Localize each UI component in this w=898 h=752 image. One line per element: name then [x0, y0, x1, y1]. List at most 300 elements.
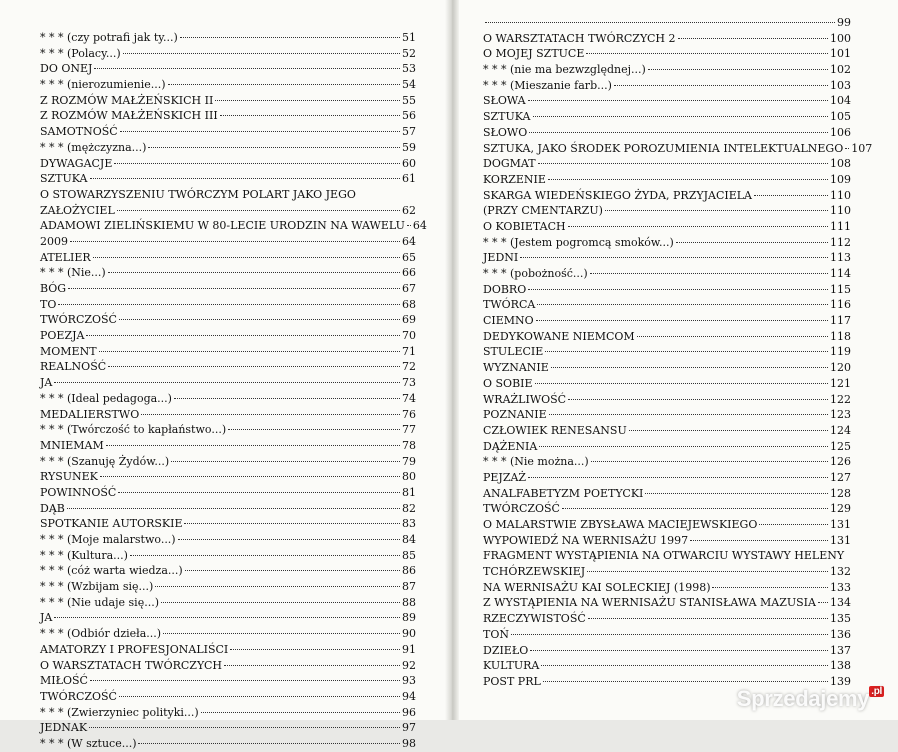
toc-entry-title: * * * (Ideal pedagoga...) [40, 391, 172, 405]
table-of-contents-right [483, 15, 873, 690]
dot-leader [637, 336, 828, 337]
toc-page-number: 117 [830, 314, 851, 328]
dot-leader [117, 210, 400, 211]
toc-entry-title: O MALARSTWIE ZBYSŁAWA MACIEJEWSKIEGO [483, 518, 758, 531]
dot-leader [587, 571, 828, 572]
dot-leader [215, 100, 400, 101]
toc-entry [483, 156, 851, 172]
toc-entry [483, 313, 851, 329]
toc-page-number: 94 [402, 689, 416, 703]
dot-leader [605, 210, 828, 211]
dot-leader [551, 367, 828, 368]
toc-page-number: 113 [830, 251, 851, 265]
toc-page-number: 74 [402, 391, 416, 405]
toc-entry-title: RYSUNEK [40, 470, 98, 484]
dot-leader [228, 429, 400, 430]
toc-entry [40, 407, 416, 423]
toc-entry [40, 344, 416, 360]
toc-page-number: 108 [830, 157, 851, 171]
toc-entry [483, 360, 851, 376]
toc-page-number: 66 [402, 266, 416, 280]
toc-entry-title: O WARSZTATACH TWÓRCZYCH 2 [483, 31, 676, 45]
dot-leader [529, 132, 828, 133]
dot-leader [538, 163, 828, 164]
toc-page-number: 109 [830, 172, 851, 186]
toc-entry [40, 171, 416, 187]
toc-page-number: 134 [830, 596, 851, 610]
toc-entry-title: POZNANIE [483, 408, 547, 422]
dot-leader [106, 445, 400, 446]
toc-page-number: 83 [402, 517, 416, 531]
toc-page-number: 91 [402, 642, 416, 656]
toc-entry [40, 626, 416, 642]
dot-leader [530, 650, 828, 651]
dot-leader [148, 147, 400, 148]
toc-entry-title: O KOBIETACH [483, 219, 566, 233]
toc-page-number: 99 [837, 16, 851, 29]
toc-entry [483, 109, 851, 125]
toc-entry [40, 548, 416, 564]
toc-page-number: 82 [402, 501, 416, 515]
toc-entry-title: KULTURA [483, 659, 540, 673]
toc-entry-title: SZTUKA [483, 110, 531, 124]
toc-entry-title: DĄŻENIA [483, 439, 538, 453]
toc-entry [483, 188, 851, 204]
dot-leader [119, 696, 400, 697]
dot-leader [155, 586, 400, 587]
toc-entry [483, 250, 851, 266]
toc-page-number: 124 [830, 423, 851, 437]
toc-entry-title: O STOWARZYSZENIU TWÓRCZYM POLART JAKO JEGO [40, 187, 356, 201]
toc-entry [40, 705, 416, 721]
toc-page-number: 97 [402, 721, 416, 735]
dot-leader [539, 446, 828, 447]
table-of-contents-left [40, 30, 427, 752]
dot-leader [528, 289, 828, 290]
dot-leader [201, 712, 400, 713]
toc-entry [40, 469, 416, 485]
dot-leader [174, 398, 400, 399]
toc-page-number: 110 [830, 188, 851, 202]
toc-entry [483, 31, 851, 47]
toc-entry [483, 376, 851, 392]
toc-page-number: 127 [830, 470, 851, 484]
toc-entry-title: * * * (nierozumienie...) [40, 78, 166, 92]
dot-leader [754, 195, 828, 196]
dot-leader [591, 461, 828, 462]
toc-entry [40, 658, 416, 674]
toc-entry [40, 516, 416, 532]
toc-page-number: 64 [412, 219, 427, 233]
toc-entry [40, 312, 416, 328]
toc-entry-title: MOMENT [40, 344, 97, 358]
toc-entry [483, 423, 851, 439]
toc-entry [483, 533, 851, 549]
toc-entry-title: DĄB [40, 501, 65, 515]
dot-leader [178, 539, 400, 540]
toc-page-number: 112 [830, 235, 851, 249]
dot-leader [535, 383, 828, 384]
toc-entry-title: DO ONEJ [40, 62, 93, 76]
dot-leader [94, 68, 400, 69]
toc-entry [40, 140, 416, 156]
dot-leader [58, 304, 400, 305]
dot-leader [93, 257, 400, 258]
toc-entry-title: RZECZYWISTOŚĆ [483, 612, 586, 626]
toc-entry-title: * * * (Zwierzyniec polityki...) [40, 705, 199, 719]
toc-entry-title: ATELIER [40, 250, 91, 264]
toc-entry [40, 736, 416, 752]
toc-entry-title: TWÓRCZOŚĆ [40, 313, 117, 327]
toc-page-number: 133 [830, 580, 851, 594]
toc-entry-title: WRAŻLIWOŚĆ [483, 392, 567, 406]
toc-entry-title: 2009 [40, 234, 68, 248]
toc-entry-title: O MOJEJ SZTUCE [483, 47, 585, 61]
toc-entry-title: WYZNANIE [483, 361, 549, 375]
toc-entry-title: * * * (Kultura...) [40, 548, 128, 562]
toc-entry [40, 454, 416, 470]
dot-leader [108, 272, 400, 273]
toc-page-number: 52 [402, 46, 416, 60]
dot-leader [114, 163, 400, 164]
toc-entry [40, 689, 416, 705]
toc-entry [483, 344, 851, 360]
toc-entry-title: * * * (czy potrafi jak ty...) [40, 31, 178, 44]
toc-page-number: 85 [402, 548, 416, 562]
toc-page-number: 79 [402, 454, 416, 468]
toc-entry [40, 77, 416, 93]
toc-page-number: 54 [402, 78, 416, 92]
dot-leader [86, 335, 400, 336]
toc-page-number: 89 [402, 611, 416, 625]
toc-page-number: 65 [402, 250, 416, 264]
toc-entry-title: STULECIE [483, 345, 544, 359]
toc-entry [483, 611, 851, 627]
toc-page-number: 78 [402, 438, 416, 452]
toc-page-number: 59 [402, 140, 416, 154]
toc-page-number: 55 [402, 93, 416, 107]
toc-entry [483, 627, 851, 643]
dot-leader [536, 320, 828, 321]
toc-entry [483, 219, 851, 235]
toc-page-number: 93 [402, 674, 416, 688]
toc-page-number: 119 [830, 345, 851, 359]
toc-page-number: 128 [830, 486, 851, 500]
toc-entry-title: ZAŁOŻYCIEL [40, 203, 115, 217]
toc-entry [483, 595, 851, 611]
toc-page-number: 68 [402, 297, 416, 311]
toc-page-number: 106 [830, 125, 851, 139]
toc-entry [40, 422, 416, 438]
dot-leader [130, 555, 400, 556]
toc-entry-title: SŁOWA [483, 94, 526, 108]
toc-page-number: 137 [830, 643, 851, 657]
toc-page-number: 88 [402, 595, 416, 609]
toc-page-number: 132 [830, 565, 851, 579]
toc-entry-title: DOGMAT [483, 157, 536, 171]
dot-leader [224, 665, 400, 666]
toc-entry [483, 172, 851, 188]
toc-page-number: 72 [402, 360, 416, 374]
toc-entry [40, 156, 416, 172]
toc-entry [40, 579, 416, 595]
toc-page-number: 120 [830, 361, 851, 375]
toc-entry-title: POWINNOŚĆ [40, 485, 117, 499]
toc-page-number: 86 [402, 564, 416, 578]
toc-entry [40, 30, 416, 46]
toc-entry [40, 610, 416, 626]
watermark-logo: Sprzedajemy $^{.pl}$ [736, 686, 882, 711]
toc-page-number: 60 [402, 156, 416, 170]
toc-page-number: 67 [402, 282, 416, 295]
toc-page-number: 135 [830, 612, 851, 626]
toc-entry [483, 392, 851, 408]
dot-leader [138, 743, 400, 744]
dot-leader [54, 617, 400, 618]
toc-page-number: 98 [402, 736, 416, 750]
toc-entry-title: TWÓRCZOŚĆ [40, 689, 117, 703]
dot-leader [590, 273, 828, 274]
toc-entry-title: SAMOTNOŚĆ [40, 125, 118, 139]
toc-page-number: 102 [830, 63, 851, 77]
dot-leader [818, 602, 828, 603]
dot-leader [163, 633, 400, 634]
toc-page-number: 131 [830, 518, 851, 531]
toc-entry [483, 486, 851, 502]
toc-page-number: 61 [402, 172, 416, 186]
toc-entry [40, 359, 416, 375]
toc-entry-title: * * * (Szanuję Żydów...) [40, 454, 170, 468]
toc-page-number: 125 [830, 439, 851, 453]
toc-page-number: 77 [402, 423, 416, 437]
toc-entry [483, 282, 851, 298]
toc-page-number: 81 [402, 485, 416, 499]
toc-entry [483, 643, 851, 659]
toc-entry-title: TCHÓRZEWSKIEJ [483, 565, 586, 579]
toc-entry-title: * * * (cóż warta wiedza...) [40, 564, 183, 578]
toc-page-number: 123 [830, 408, 851, 422]
toc-entry-title: SKARGA WIEDEŃSKIEGO ŻYDA, PRZYJACIELA [483, 188, 752, 202]
toc-entry [483, 266, 851, 282]
toc-entry-title: CIEMNO [483, 314, 534, 328]
toc-entry-title: * * * (nie ma bezwzględnej...) [483, 63, 646, 77]
dot-leader [54, 382, 400, 383]
book-gutter [445, 0, 459, 720]
dot-leader [549, 414, 828, 415]
toc-page-number: 101 [830, 47, 851, 61]
dot-leader [614, 85, 828, 86]
toc-entry [40, 124, 416, 140]
toc-page-number: 90 [402, 627, 416, 641]
toc-entry [483, 580, 851, 596]
toc-entry-title: Z ROZMÓW MAŁŻEŃSKICH III [40, 109, 218, 123]
dot-leader [537, 304, 828, 305]
dot-leader [588, 618, 828, 619]
toc-entry [483, 15, 851, 31]
toc-entry [40, 250, 416, 266]
dot-leader [541, 665, 828, 666]
toc-entry [40, 328, 416, 344]
toc-entry [483, 454, 851, 470]
toc-page-number: 139 [830, 674, 851, 688]
dot-leader [141, 414, 400, 415]
dot-leader [68, 288, 400, 289]
toc-entry-title: * * * (Mieszanie farb...) [483, 78, 612, 92]
toc-entry [483, 78, 851, 94]
toc-entry-title: MIŁOŚĆ [40, 674, 88, 688]
toc-entry-title: AMATORZY I PROFESJONALIŚCI [40, 642, 229, 656]
toc-page-number: 111 [830, 219, 851, 233]
toc-page-number: 92 [402, 658, 416, 672]
toc-entry [40, 203, 416, 219]
toc-entry [40, 485, 416, 501]
toc-page-number: 126 [830, 455, 851, 469]
dot-leader [562, 508, 828, 509]
toc-entry [40, 218, 427, 234]
toc-entry-title: TO [40, 297, 57, 311]
toc-entry-title: * * * (Odbiór dzieła...) [40, 627, 162, 641]
toc-entry [483, 203, 851, 219]
toc-page-number: 104 [830, 94, 851, 108]
toc-entry-title: * * * (Polacy...) [40, 46, 121, 60]
toc-page-number: 103 [830, 78, 851, 92]
dot-leader [89, 727, 400, 728]
toc-entry [40, 46, 416, 62]
toc-entry-title: CZŁOWIEK RENESANSU [483, 423, 627, 437]
toc-entry [40, 391, 416, 407]
dot-leader [220, 115, 400, 116]
dot-leader [119, 319, 400, 320]
toc-page-number: 70 [402, 329, 416, 343]
toc-page-number: 87 [402, 580, 416, 594]
toc-entry [40, 673, 416, 689]
toc-entry [40, 563, 416, 579]
toc-entry [483, 407, 851, 423]
toc-entry-title: DOBRO [483, 282, 527, 296]
toc-entry [40, 501, 416, 517]
toc-entry [483, 439, 851, 455]
toc-entry-title: MEDALIERSTWO [40, 407, 140, 421]
toc-entry-title: TOŃ [483, 627, 509, 641]
dot-leader [180, 37, 400, 38]
toc-entry [40, 187, 416, 203]
toc-page-number: 62 [402, 203, 416, 217]
toc-entry-title: JA [40, 376, 53, 390]
toc-entry [483, 125, 851, 141]
dot-leader [648, 69, 828, 70]
toc-entry-title: O WARSZTATACH TWÓRCZYCH [40, 658, 223, 672]
dot-leader [759, 524, 828, 525]
dot-leader [676, 242, 828, 243]
dot-leader [678, 38, 828, 39]
toc-entry-title: TWÓRCA [483, 298, 536, 312]
toc-page-number: 53 [402, 62, 416, 76]
dot-leader [629, 430, 828, 431]
toc-entry [40, 93, 416, 109]
dot-leader [645, 493, 828, 494]
toc-entry [40, 720, 416, 736]
dot-leader [70, 241, 400, 242]
toc-entry [40, 297, 416, 313]
dot-leader [108, 366, 400, 367]
toc-page-number: 80 [402, 470, 416, 484]
toc-entry-title: TWÓRCZOŚĆ [483, 502, 560, 516]
toc-page-number: 118 [830, 329, 851, 343]
toc-entry-title: * * * (mężczyzna...) [40, 140, 147, 154]
toc-page-number: 107 [851, 141, 873, 155]
toc-entry [483, 329, 851, 345]
dot-leader [118, 492, 400, 493]
toc-page-number: 84 [402, 533, 416, 546]
toc-entry-title: SŁOWO [483, 125, 528, 139]
toc-entry [483, 658, 851, 674]
dot-leader [845, 148, 849, 149]
toc-entry [40, 108, 416, 124]
toc-entry-title: * * * (W sztuce...) [40, 736, 137, 750]
dot-leader [548, 179, 828, 180]
dot-leader [690, 540, 828, 541]
toc-entry [483, 297, 851, 313]
toc-page-number: 73 [402, 376, 416, 390]
toc-entry-title: REALNOŚĆ [40, 360, 107, 374]
toc-page-number: 131 [830, 533, 851, 547]
dot-leader [528, 477, 828, 478]
toc-entry-title: DZIEŁO [483, 643, 529, 657]
dot-leader [568, 399, 828, 400]
dot-leader [511, 634, 828, 635]
toc-entry [483, 62, 851, 78]
toc-page-number: 121 [830, 376, 851, 390]
toc-entry-title: * * * (Twórczość to kapłaństwo...) [40, 423, 227, 437]
dot-leader [533, 116, 828, 117]
toc-entry-title: FRAGMENT WYSTĄPIENIA NA OTWARCIU WYSTAWY HELENY [483, 549, 845, 563]
toc-page-number: 115 [830, 282, 851, 296]
toc-page-number: 138 [830, 659, 851, 673]
toc-entry-title: NA WERNISAŻU KAI SOLECKIEJ (1998) [483, 580, 711, 594]
dot-leader [485, 22, 835, 23]
toc-entry-title: BÓG [40, 282, 67, 295]
dot-leader [171, 461, 400, 462]
dot-leader [545, 351, 828, 352]
toc-entry-title: ANALFABETYZM POETYCKI [483, 486, 644, 500]
dot-leader [568, 226, 828, 227]
toc-entry [483, 46, 851, 62]
dot-leader [168, 84, 400, 85]
toc-page-number: 110 [830, 204, 851, 218]
toc-entry-title: JEDNI [483, 251, 519, 265]
toc-entry-title: O SOBIE [483, 376, 533, 390]
toc-entry [40, 595, 416, 611]
toc-entry [40, 375, 416, 391]
dot-leader [161, 602, 400, 603]
toc-page-number: 69 [402, 313, 416, 327]
toc-entry [483, 470, 851, 486]
toc-entry [40, 234, 416, 250]
toc-page-number: 114 [830, 267, 851, 280]
toc-page-number: 76 [402, 407, 416, 421]
toc-entry-title: (PRZY CMENTARZU) [483, 204, 603, 218]
dot-leader [230, 649, 400, 650]
toc-entry-title: PEJZAŻ [483, 470, 527, 484]
toc-entry-title: ADAMOWI ZIELIŃSKIEMU W 80-LECIE URODZIN NA WAWELU [40, 219, 405, 233]
toc-entry-title: KORZENIE [483, 172, 546, 186]
toc-entry [40, 438, 416, 454]
toc-entry [483, 235, 851, 251]
dot-leader [99, 351, 400, 352]
toc-entry [483, 501, 851, 517]
toc-entry-title: POEZJA [40, 329, 85, 343]
toc-entry-title: * * * (Nie...) [40, 266, 106, 280]
